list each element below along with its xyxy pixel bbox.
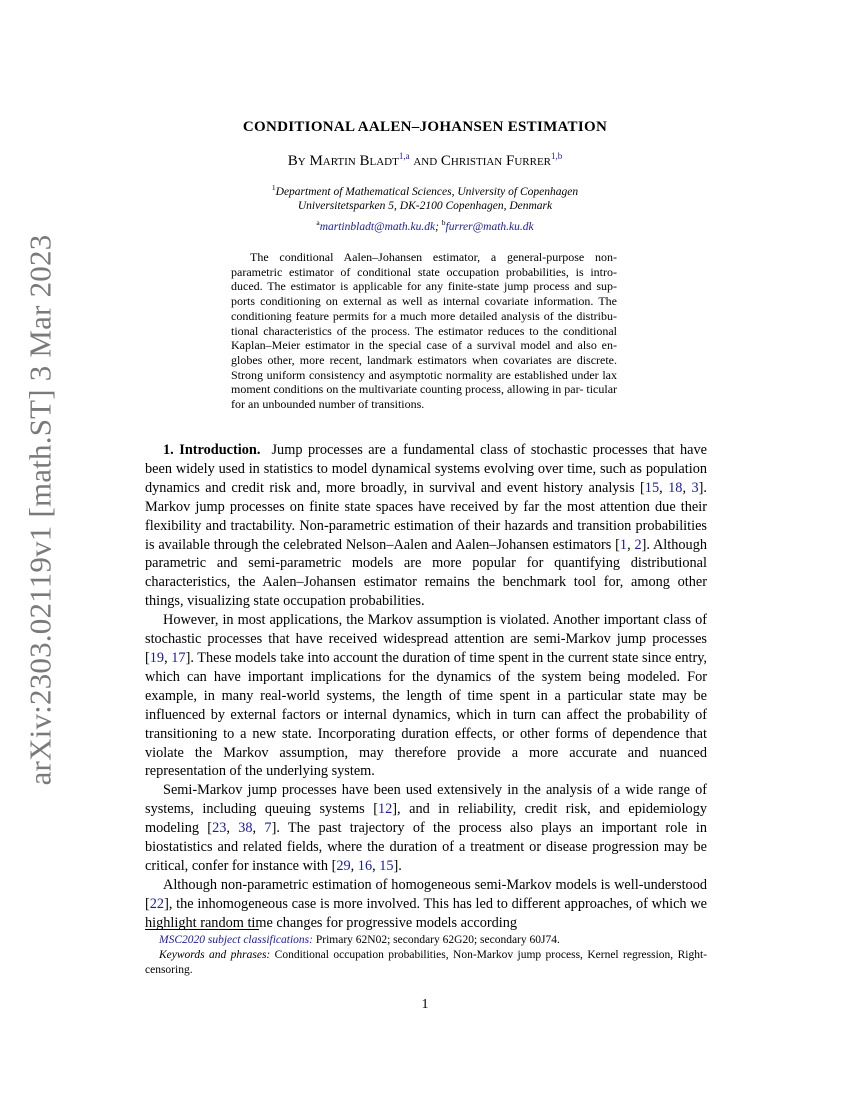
abstract <box>231 250 617 412</box>
abstract-line: lax moment conditions on the multivariate counting process, allowing in par- <box>231 367 617 397</box>
msc-footnote <box>145 933 707 948</box>
text-run: Semi-Markov jump processes have been used extensively in the analysis of a wide range of systems, including queuing systems [ <box>145 782 707 818</box>
author-1-affil-sup[interactable]: 1,a <box>398 151 410 161</box>
citation-link[interactable]: 1 <box>619 536 628 553</box>
section-number: 1. <box>163 442 174 458</box>
text-run: ]. These models take into account the duration of time spent in the current state since entry, which can have important implications for the dynamics of the system being modeled. For example, in many real-world systems, the length of time spent in a particular state may be influenced by external factors or internal dynamics, which in turn can affect the probability of transitioning to a new state. Incorporating duration effects, or other forms of dependence that violate the Markov assumption, may therefore provide a more accurate and nuanced representation of the underlying system. <box>145 649 708 780</box>
abstract-line: tional characteristics of the process. The estimator reduces to the conditional <box>231 323 617 338</box>
text-run: However, in most applications, the Markov assumption is violated. Another important class of stochastic processes that have received widespread attention are semi-Markov jump processes [ <box>145 612 707 666</box>
text-run: Jump processes are a fundamental class of stochastic processes that have been widely used in statistics to model dynamical systems evolving over time, such as population dynamics and credit risk and, more broadly, in survival and event history analysis [ <box>145 442 707 496</box>
abstract-line: conditioning feature permits for a much more detailed analysis of the distribu- <box>231 308 617 323</box>
citation-link[interactable]: 7 <box>264 820 272 837</box>
citation-link[interactable]: 16 <box>357 857 373 874</box>
author-2-affil-sup[interactable]: 1,b <box>551 151 563 161</box>
abstract-line: Strong uniform consistency and asymptotic normality are established under <box>231 367 599 382</box>
abstract-line: ports conditioning on external as well as internal covariate information. The <box>231 294 617 309</box>
intro-paragraph-3: Semi-Markov jump processes have been used extensively in the analysis of a wide range of systems, including queuing systems [12], and in reliability, credit risk, and epidemiology modeling [23, 38, 7]. The past trajectory of the process also plays an important role in biostatistics and related fields, where the duration of a treatment or disease progression may be critical, confer for instance with [29, 16, 15]. <box>145 782 708 874</box>
keywords-footnote <box>145 948 707 978</box>
citation-link[interactable]: 2 <box>634 536 642 553</box>
citation-link[interactable]: 15 <box>379 857 394 874</box>
citation-link[interactable]: 17 <box>171 649 186 666</box>
text-run: ], the inhomogeneous case is more involved. This has led to different approaches, of which we highlight random time changes for progressive models according <box>145 895 707 931</box>
email-b-link[interactable]: furrer@math.ku.dk <box>445 220 534 233</box>
text-run: ]. The past trajectory of the process also plays an important role in biostatistics and related fields, where the duration of a treatment or disease progression may be critical, confer for instance with [ <box>145 820 708 874</box>
citation-link[interactable]: 19 <box>149 649 165 666</box>
page-number: 1 <box>421 997 429 1012</box>
author-line <box>145 151 705 170</box>
affiliation-sup: 1 <box>271 183 276 192</box>
footnotes <box>145 933 707 978</box>
and-word: and <box>413 153 438 169</box>
text-run: ]. Markov jump processes on finite state spaces have received by far the most attention due their flexibility and tractability. Non-parametric estimation of their hazards and transition probabilities is available through the celebrated Nelson–Aalen and Aalen–Johansen estimators [ <box>145 479 707 553</box>
affiliation <box>145 181 705 213</box>
citation-link[interactable]: 12 <box>378 801 393 818</box>
citation-link[interactable]: 18 <box>668 479 683 496</box>
abstract-line: globes other, more recent, landmark estimators when covariates are discrete. <box>231 352 617 367</box>
abstract-line: The conditional Aalen–Johansen estimator, a general-purpose non- <box>250 250 617 264</box>
by-word: By <box>287 153 306 169</box>
citation-link[interactable]: 38 <box>238 820 253 837</box>
citation-link[interactable]: 29 <box>336 857 351 874</box>
email-separator: ; <box>435 220 439 233</box>
arxiv-stamp <box>20 234 60 786</box>
paper-title: CONDITIONAL AALEN–JOHANSEN ESTIMATION <box>242 119 608 135</box>
main-body <box>145 441 707 933</box>
text-run: ], and in reliability, credit risk, and epidemiology modeling [ <box>145 801 708 837</box>
footnote-rule <box>145 929 259 930</box>
affiliation-line-2: Universitetsparken 5, DK-2100 Copenhagen, Denmark <box>297 199 553 212</box>
email-a-sup: a <box>316 218 320 227</box>
msc-text: Primary 62N02; secondary 62G20; secondary 60J74. <box>312 934 560 946</box>
keywords-text: Conditional occupation probabilities, Non-Markov jump process, Kernel regression, Right-censoring. <box>145 949 707 976</box>
emails <box>145 218 705 233</box>
abstract-paragraph <box>231 250 617 412</box>
arxiv-stamp-text: arXiv:2303.02119v1 [math.ST] 3 Mar 2023 <box>22 234 57 786</box>
text-run: Although non-parametric estimation of homogeneous semi-Markov models is well-understood [ <box>145 876 707 912</box>
abstract-line: duced. The estimator is applicable for any finite-state jump process and sup- <box>231 279 617 294</box>
citation-link[interactable]: 22 <box>149 895 165 912</box>
intro-paragraph-1: 1. Introduction. Jump processes are a fundamental class of stochastic processes that have been widely used in statistics to model dynamical systems evolving over time, such as population dynamics and credit risk and, more broadly, in survival and event history analysis [15, 18, 3]. Markov jump processes on finite state spaces have received by far the most attention due their flexibility and tractability. Non-parametric estimation of their hazards and transition probabilities is available through the celebrated Nelson–Aalen and Aalen–Johansen estimators [1, 2]. Although parametric and semi-parametric models are more popular for quantifying distributional characteristics, the Aalen–Johansen estimator remains the benchmark tool for, among other things, visualizing state occupation probabilities. <box>145 442 707 610</box>
affiliation-dept: Department of Mathematical Sciences, University of Copenhagen <box>275 185 579 198</box>
section-title: Introduction. <box>179 442 261 458</box>
author-1: Martin Bladt <box>309 153 399 169</box>
intro-paragraph-4 <box>145 876 707 933</box>
keywords-label: Keywords and phrases: <box>159 949 271 961</box>
intro-paragraph-2: However, in most applications, the Markov assumption is violated. Another important class of stochastic processes that have received widespread attention are semi-Markov jump processes [19, 17]. These models take into account the duration of time spent in the current state since entry, which can have important implications for the dynamics of the system being modeled. For example, in many real-world systems, the length of time spent in a particular state may be influenced by external factors or internal dynamics, which in turn can affect the probability of transitioning to a new state. Incorporating duration effects, or other forms of dependence that violate the Markov assumption, may therefore provide a more accurate and nuanced representation of the underlying system. <box>145 612 708 780</box>
author-2: Christian Furrer <box>440 153 552 169</box>
abstract-line: Kaplan–Meier estimator in the special case of a survival model and also en- <box>231 338 617 353</box>
text-run: ]. Although parametric and semi-parametric models are more popular for quantifying distributional characteristics, the Aalen–Johansen estimator remains the benchmark tool for, among other things, visualizing state occupation probabilities. <box>145 536 707 610</box>
citation-link[interactable]: 3 <box>691 479 699 496</box>
abstract-line: ticular for an unbounded number of transitions. <box>231 382 618 412</box>
text-run: ]. <box>393 857 402 874</box>
msc-label-link[interactable]: MSC2020 subject classifications: <box>159 934 313 946</box>
email-b-sup: b <box>441 218 446 227</box>
citation-link[interactable]: 23 <box>212 820 227 837</box>
abstract-line: parametric estimator of conditional state occupation probabilities, is intro- <box>231 264 617 279</box>
affiliation-line-1 <box>145 181 705 199</box>
email-a-link[interactable]: martinbladt@math.ku.dk <box>319 220 436 233</box>
citation-link[interactable]: 15 <box>644 479 660 496</box>
